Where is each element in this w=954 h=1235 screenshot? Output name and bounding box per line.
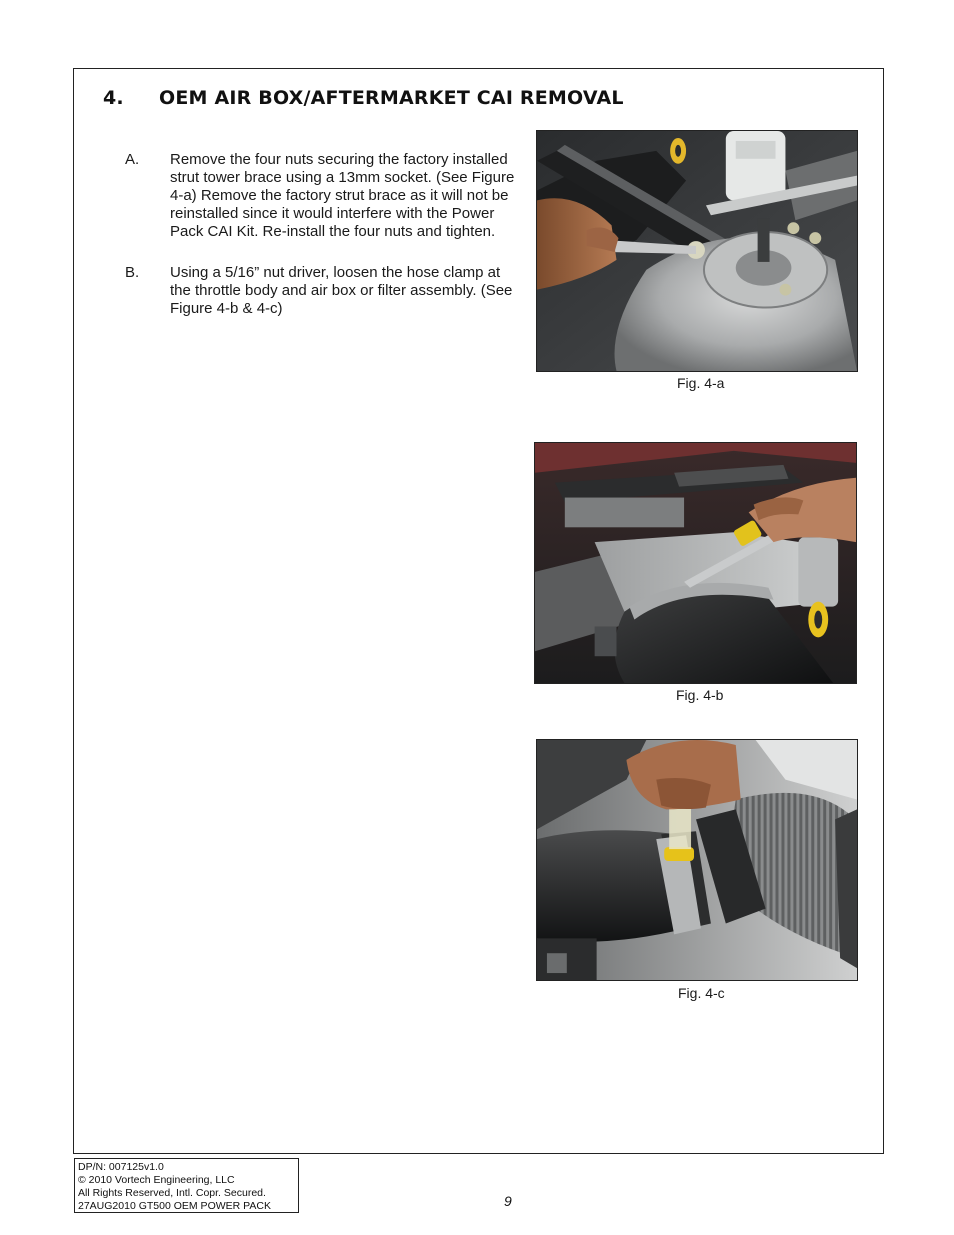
page-number: 9 (504, 1193, 512, 1209)
step-letter: B. (125, 264, 140, 281)
document-id-box (74, 1158, 299, 1213)
section-heading (103, 85, 624, 111)
doc-copyright: © 2010 Vortech Engineering, LLC (78, 1174, 235, 1186)
figure-4b-photo (534, 442, 857, 684)
doc-rights: All Rights Reserved, Intl. Copr. Secured. (78, 1187, 266, 1199)
step-text: Using a 5/16” nut driver, loosen the hose clamp at the throttle body and air box or filter assembly. (See Figure 4-b & 4-c) (170, 264, 513, 317)
figure-4a-caption: Fig. 4-a (677, 375, 725, 391)
figure-4b-caption: Fig. 4-b (676, 687, 724, 703)
doc-revision: 27AUG2010 GT500 OEM POWER PACK (78, 1200, 271, 1212)
section-number: 4. (103, 87, 124, 109)
step-b (125, 264, 520, 318)
step-a (125, 151, 520, 241)
step-text: Remove the four nuts securing the factory installed strut tower brace using a 13mm socket. (See Figure 4-a) Remove the factory strut brace as it will not be reinstalled since it would interfere with the Power Pack CAI Kit. Re-install the four nuts and tighten. (170, 151, 515, 240)
figure-4c-caption: Fig. 4-c (678, 985, 725, 1001)
doc-part-number: DP/N: 007125v1.0 (78, 1161, 164, 1173)
section-title: OEM AIR BOX/AFTERMARKET CAI REMOVAL (159, 87, 624, 109)
figure-4a-photo (536, 130, 858, 372)
figure-4c-photo (536, 739, 858, 981)
step-letter: A. (125, 151, 140, 168)
